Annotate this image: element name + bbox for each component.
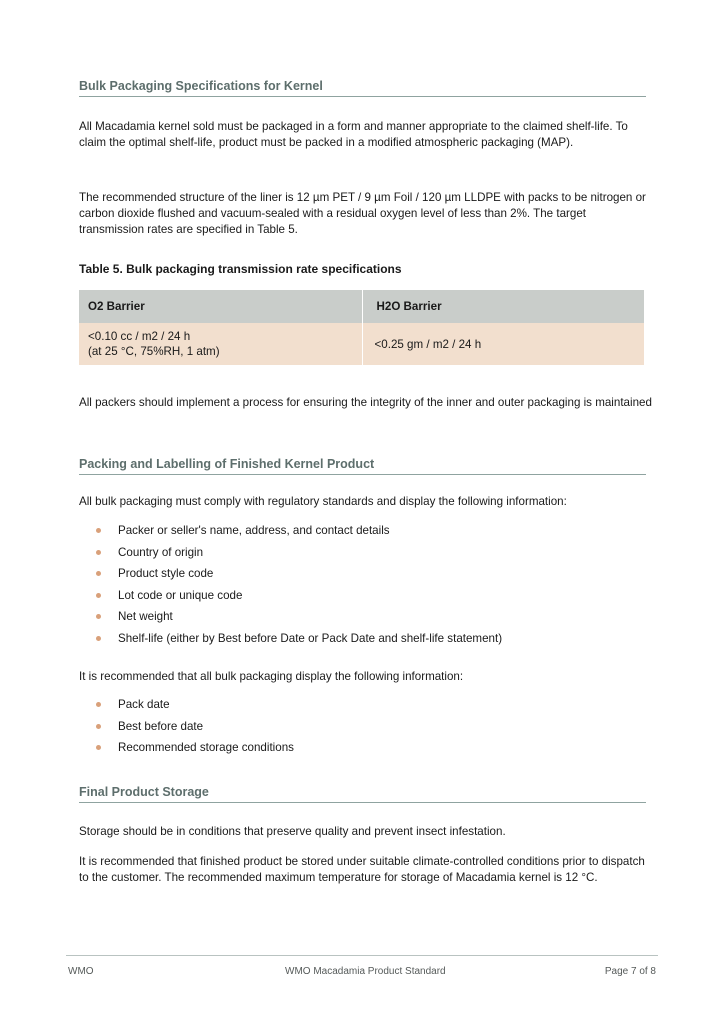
table-caption: Table 5. Bulk packaging transmission rate specifications bbox=[79, 262, 402, 276]
table-cell-h2o bbox=[362, 323, 645, 365]
storage-paragraph-2: It is recommended that finished product be stored under suitable climate-controlled conditions prior to dispatch to the customer. The recommended maximum temperature for storage of Macadamia kernel is 12 °C. bbox=[79, 855, 645, 884]
bullet-icon bbox=[96, 528, 101, 533]
recommended-info-list bbox=[96, 694, 656, 759]
o2-value: <0.10 cc / m2 / 24 h bbox=[88, 330, 191, 343]
recommended-intro: It is recommended that all bulk packaging display the following information: bbox=[79, 670, 464, 683]
table-row bbox=[79, 323, 644, 365]
footer-document-title: WMO Macadamia Product Standard bbox=[285, 966, 446, 977]
list-item bbox=[96, 542, 656, 564]
bullet-icon bbox=[96, 702, 101, 707]
list-item bbox=[96, 585, 656, 607]
list-item-text: Lot code or unique code bbox=[118, 588, 243, 602]
storage-paragraph-1: Storage should be in conditions that preserve quality and prevent insect infestation. bbox=[79, 825, 506, 838]
h2o-value: <0.25 gm / m2 / 24 h bbox=[374, 337, 482, 351]
table-header-h2o: H2O Barrier bbox=[362, 290, 645, 323]
footer-divider bbox=[66, 955, 658, 956]
list-item bbox=[96, 563, 656, 585]
list-item-text: Recommended storage conditions bbox=[118, 741, 294, 755]
bullet-icon bbox=[96, 636, 101, 641]
list-item-text: Country of origin bbox=[118, 545, 204, 559]
list-item bbox=[96, 628, 656, 650]
section-heading-labelling: Packing and Labelling of Finished Kernel Product bbox=[79, 457, 646, 475]
labelling-intro: All bulk packaging must comply with regulatory standards and display the following information: bbox=[79, 495, 567, 508]
list-item bbox=[96, 606, 656, 628]
bulk-paragraph-3: All packers should implement a process for ensuring the integrity of the inner and outer packaging is maintained bbox=[79, 396, 652, 409]
transmission-rate-table bbox=[79, 290, 644, 365]
footer-org: WMO bbox=[68, 966, 94, 977]
o2-conditions: (at 25 °C, 75%RH, 1 atm) bbox=[88, 345, 220, 358]
section-heading-bulk-packaging: Bulk Packaging Specifications for Kernel bbox=[79, 79, 646, 97]
list-item-text: Net weight bbox=[118, 610, 173, 624]
list-item bbox=[96, 737, 656, 759]
list-item-text: Pack date bbox=[118, 698, 170, 712]
bullet-icon bbox=[96, 614, 101, 619]
bulk-paragraph-2: The recommended structure of the liner is 12 µm PET / 9 µm Foil / 120 µm LLDPE with packs to be nitrogen or carbon dioxide flushed and vacuum-sealed with a residual oxygen level of less than 2%. The target transmission rates are specified in Table 5. bbox=[79, 191, 646, 236]
bullet-icon bbox=[96, 745, 101, 750]
list-item-text: Best before date bbox=[118, 719, 204, 733]
bullet-icon bbox=[96, 550, 101, 555]
table-cell-o2 bbox=[79, 323, 362, 365]
table-header-o2: O2 Barrier bbox=[88, 300, 145, 313]
footer-page-number: Page 7 of 8 bbox=[604, 966, 656, 977]
bullet-icon bbox=[96, 571, 101, 576]
bullet-icon bbox=[96, 724, 101, 729]
list-item-text: Product style code bbox=[118, 567, 214, 581]
section-heading-storage: Final Product Storage bbox=[79, 785, 646, 803]
list-item bbox=[96, 520, 656, 542]
list-item-text: Shelf-life (either by Best before Date or Pack Date and shelf-life statement) bbox=[118, 631, 503, 645]
bulk-paragraph-1: All Macadamia kernel sold must be packaged in a form and manner appropriate to the claimed shelf-life. To claim the optimal shelf-life, product must be packed in a modified atmospheric packaging (MAP). bbox=[79, 120, 628, 149]
bullet-icon bbox=[96, 593, 101, 598]
list-item bbox=[96, 716, 656, 738]
table-header-row bbox=[79, 290, 644, 323]
list-item-text: Packer or seller's name, address, and contact details bbox=[118, 524, 390, 538]
required-info-list bbox=[96, 520, 656, 649]
list-item bbox=[96, 694, 656, 716]
